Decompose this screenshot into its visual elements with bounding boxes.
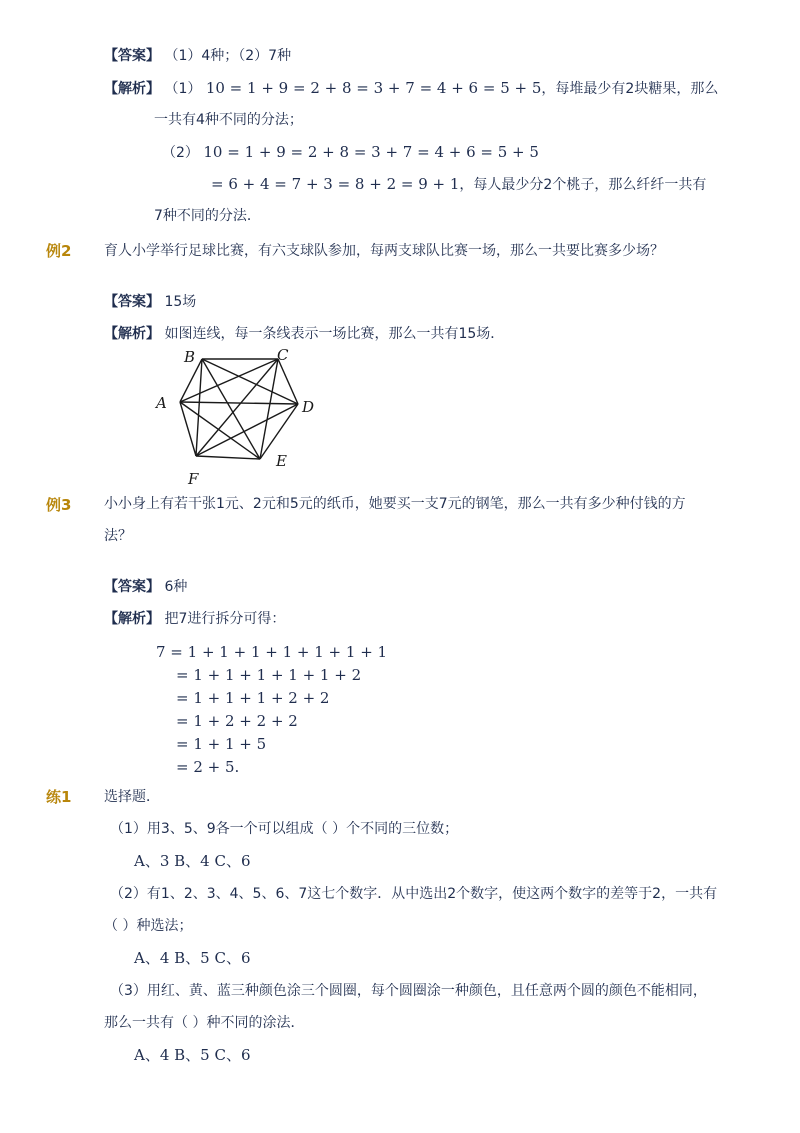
example-question-line-2: 法？ (104, 528, 132, 544)
analysis-text: 如图连线，每一条线表示一场比赛，那么一共有15场． (164, 326, 505, 342)
edge-df (196, 404, 298, 456)
analysis-line-4 (211, 174, 706, 195)
edge-cf (196, 359, 278, 456)
answer-text: 6种 (164, 579, 188, 595)
question-2-line-1: （2）有1、2、3、4、5、6、7这七个数字．从中选出2个数字，使这两个数字的差等于2，一共有 (110, 886, 718, 902)
equation-line-5: = 1 + 1 + 5 (176, 735, 267, 753)
edge-be (202, 359, 260, 459)
math-expression: 10 = 1 + 9 = 2 + 8 = 3 + 7 = 4 + 6 = 5 + 5 (205, 79, 542, 97)
equation-line-4: = 1 + 2 + 2 + 2 (176, 712, 298, 730)
edge-de (260, 404, 298, 459)
point-label-c: C (277, 346, 289, 364)
practice-label: 练1 (46, 788, 72, 806)
question-3-line-2: 那么一共有（ ）种不同的涂法． (104, 1015, 305, 1031)
equation-line-1: 7 = 1 + 1 + 1 + 1 + 1 + 1 + 1 (156, 643, 388, 661)
point-label-b: B (184, 348, 196, 366)
edge-ce (260, 359, 278, 459)
question-1-options: A、3 B、4 C、6 (134, 852, 251, 870)
equation-line-3: = 1 + 1 + 1 + 2 + 2 (176, 689, 330, 707)
hexagon-match-diagram (150, 346, 330, 488)
answer-tag: 【答案】 (104, 294, 160, 310)
point-label-e: E (276, 452, 287, 470)
answer-text: （1）4种；（2）7种 (164, 48, 292, 64)
question-2-line-2: （ ）种选法； (104, 918, 193, 934)
question-1: （1）用3、5、9各一个可以组成（ ）个不同的三位数； (110, 821, 459, 837)
analysis-line-1 (104, 78, 718, 99)
edge-cd (278, 359, 298, 404)
answer-tag: 【答案】 (104, 48, 160, 64)
answer-line (104, 577, 187, 597)
example-question-line-1: 小小身上有若干张1元、2元和5元的纸币，她要买一支7元的钢笔，那么一共有多少种付钱的方 (104, 496, 686, 512)
analysis-tag: 【解析】 (104, 81, 160, 97)
point-label-a: A (156, 394, 167, 412)
analysis-line (104, 324, 504, 344)
question-2-options: A、4 B、5 C、6 (134, 949, 251, 967)
equation-line-2: = 1 + 1 + 1 + 1 + 1 + 2 (176, 666, 362, 684)
analysis-tag: 【解析】 (104, 611, 160, 627)
analysis-line-2: 一共有4种不同的分法； (154, 112, 303, 128)
question-3-options: A、4 B、5 C、6 (134, 1046, 251, 1064)
example-label: 例2 (46, 242, 72, 260)
analysis-text: 把7进行拆分可得： (164, 611, 286, 627)
analysis-line-3 (162, 142, 539, 163)
math-expression: = 6 + 4 = 7 + 3 = 8 + 2 = 9 + 1 (211, 175, 460, 193)
equation-line-6: = 2 + 5. (176, 758, 240, 776)
analysis-prefix: （2） (162, 145, 199, 161)
analysis-line (104, 609, 285, 629)
analysis-tag: 【解析】 (104, 326, 160, 342)
answer-tag: 【答案】 (104, 579, 160, 595)
edge-ae (180, 402, 260, 459)
answer-text: 15场 (164, 294, 197, 310)
practice-intro: 选择题． (104, 789, 160, 805)
math-expression: 10 = 1 + 9 = 2 + 8 = 3 + 7 = 4 + 6 = 5 + 5 (203, 143, 539, 161)
question-3-line-1: （3）用红、黄、蓝三种颜色涂三个圆圈，每个圆圈涂一种颜色，且任意两个圆的颜色不能相同， (110, 983, 707, 999)
analysis-text: ，每人最少分2个桃子，那么纤纤一共有 (459, 177, 707, 193)
analysis-line-5: 7种不同的分法． (154, 208, 261, 224)
point-label-f: F (188, 470, 199, 488)
example-question: 育人小学举行足球比赛，有六支球队参加，每两支球队比赛一场，那么一共要比赛多少场？ (104, 243, 664, 259)
analysis-text: ，每堆最少有2块糖果，那么 (541, 81, 719, 97)
example-label: 例3 (46, 496, 72, 514)
edge-ef (196, 456, 260, 459)
answer-line (104, 292, 196, 312)
edge-af (180, 402, 196, 456)
diagram-lines (180, 359, 298, 459)
edge-bd (202, 359, 298, 404)
answer-line-1 (104, 46, 291, 66)
edge-ad (180, 402, 298, 404)
edge-bf (196, 359, 202, 456)
point-label-d: D (302, 398, 315, 416)
analysis-prefix: （1） (164, 81, 202, 97)
